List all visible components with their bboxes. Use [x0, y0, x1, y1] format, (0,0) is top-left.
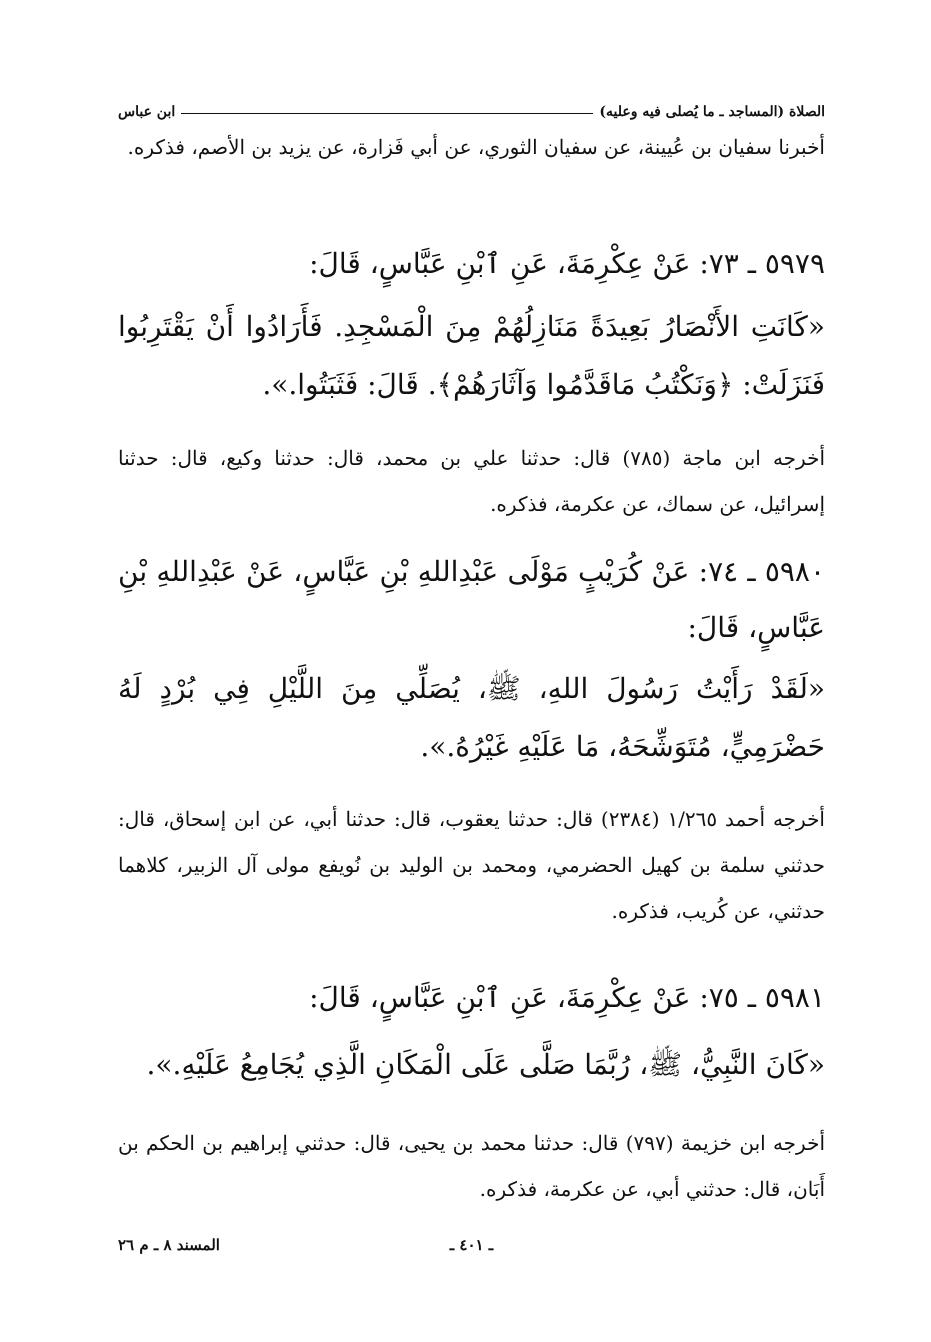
running-header — [118, 88, 825, 120]
signature-mark: المسند ٨ ـ م ٢٦ — [118, 1236, 220, 1254]
takhrij-5980: أخرجه أحمد ١/٢٦٥ (٢٣٨٤) قال: حدثنا يعقوب، قال: حدثنا أبي، عن ابن إسحاق، قال: حدثني سلمة بن كهيل الحضرمي، ومحمد بن الوليد بن نُويفع مولى آل الزبير، كلاهما حدثني، عن كُريب، فذكره. — [118, 807, 825, 923]
takhrij-5981: أخرجه ابن خزيمة (٧٩٧) قال: حدثنا محمد بن يحيى، قال: حدثني إبراهيم بن الحكم بن أَبَان، قال: حدثني أبي، عن عكرمة، فذكره. — [118, 1131, 825, 1201]
hadith-5979-heading: ٥٩٧٩ ـ ٧٣: عَنْ عِكْرِمَةَ، عَنِ ٱبْنِ عَبَّاسٍ، قَالَ: — [309, 247, 825, 280]
hadith-5979-text: «كَانَتِ الأَنْصَارُ بَعِيدَةً مَنَازِلُهُمْ مِنَ الْمَسْجِدِ. فَأَرَادُوا أَنْ يَقْتَرِبُوا فَنَزَلَتْ: ﴿وَنَكْتُبُ مَاقَدَّمُوا وَآثَارَهُمْ﴾. قَالَ: فَثَبَتُوا.». — [118, 310, 825, 401]
hadith-5981-text: «كَانَ النَّبِيُّ، ﷺ، رُبَّمَا صَلَّى عَلَى الْمَكَانِ الَّذِي يُجَامِعُ عَلَيْهِ.». — [146, 1048, 825, 1081]
page-footer — [118, 1236, 825, 1264]
header-rule — [181, 113, 593, 114]
page-number: ـ ٤٠١ ـ — [449, 1236, 494, 1254]
header-title: الصلاة (المساجد ـ ما يُصلى فيه وعليه) — [599, 104, 825, 120]
hadith-5980-text: «لَقَدْ رَأَيْتُ رَسُولَ اللهِ، ﷺ، يُصَلِّي مِنَ اللَّيْلِ فِي بُرْدٍ لَهُ حَضْرَمِيٍّ، مُتَوَشِّحَهُ، مَا عَلَيْهِ غَيْرُهُ.». — [118, 672, 825, 763]
narration-chain-1: أخبرنا سفيان بن عُيينة، عن سفيان الثوري، عن أبي فَزارة، عن يزيد بن الأصم، فذكره. — [127, 135, 825, 159]
header-author: ابن عباس — [118, 104, 176, 120]
hadith-5981-heading: ٥٩٨١ ـ ٧٥: عَنْ عِكْرِمَةَ، عَنِ ٱبْنِ عَبَّاسٍ، قَالَ: — [309, 981, 825, 1014]
takhrij-5979: أخرجه ابن ماجة (٧٨٥) قال: حدثنا علي بن محمد، قال: حدثنا وكيع، قال: حدثنا إسرائيل، عن سماك، عن عكرمة، فذكره. — [118, 446, 826, 516]
hadith-5980-heading: ٥٩٨٠ ـ ٧٤: عَنْ كُرَيْبٍ مَوْلَى عَبْدِاللهِ بْنِ عَبَّاسٍ، عَنْ عَبْدِاللهِ بْنِ عَبَّاسٍ، قَالَ: — [118, 555, 825, 644]
